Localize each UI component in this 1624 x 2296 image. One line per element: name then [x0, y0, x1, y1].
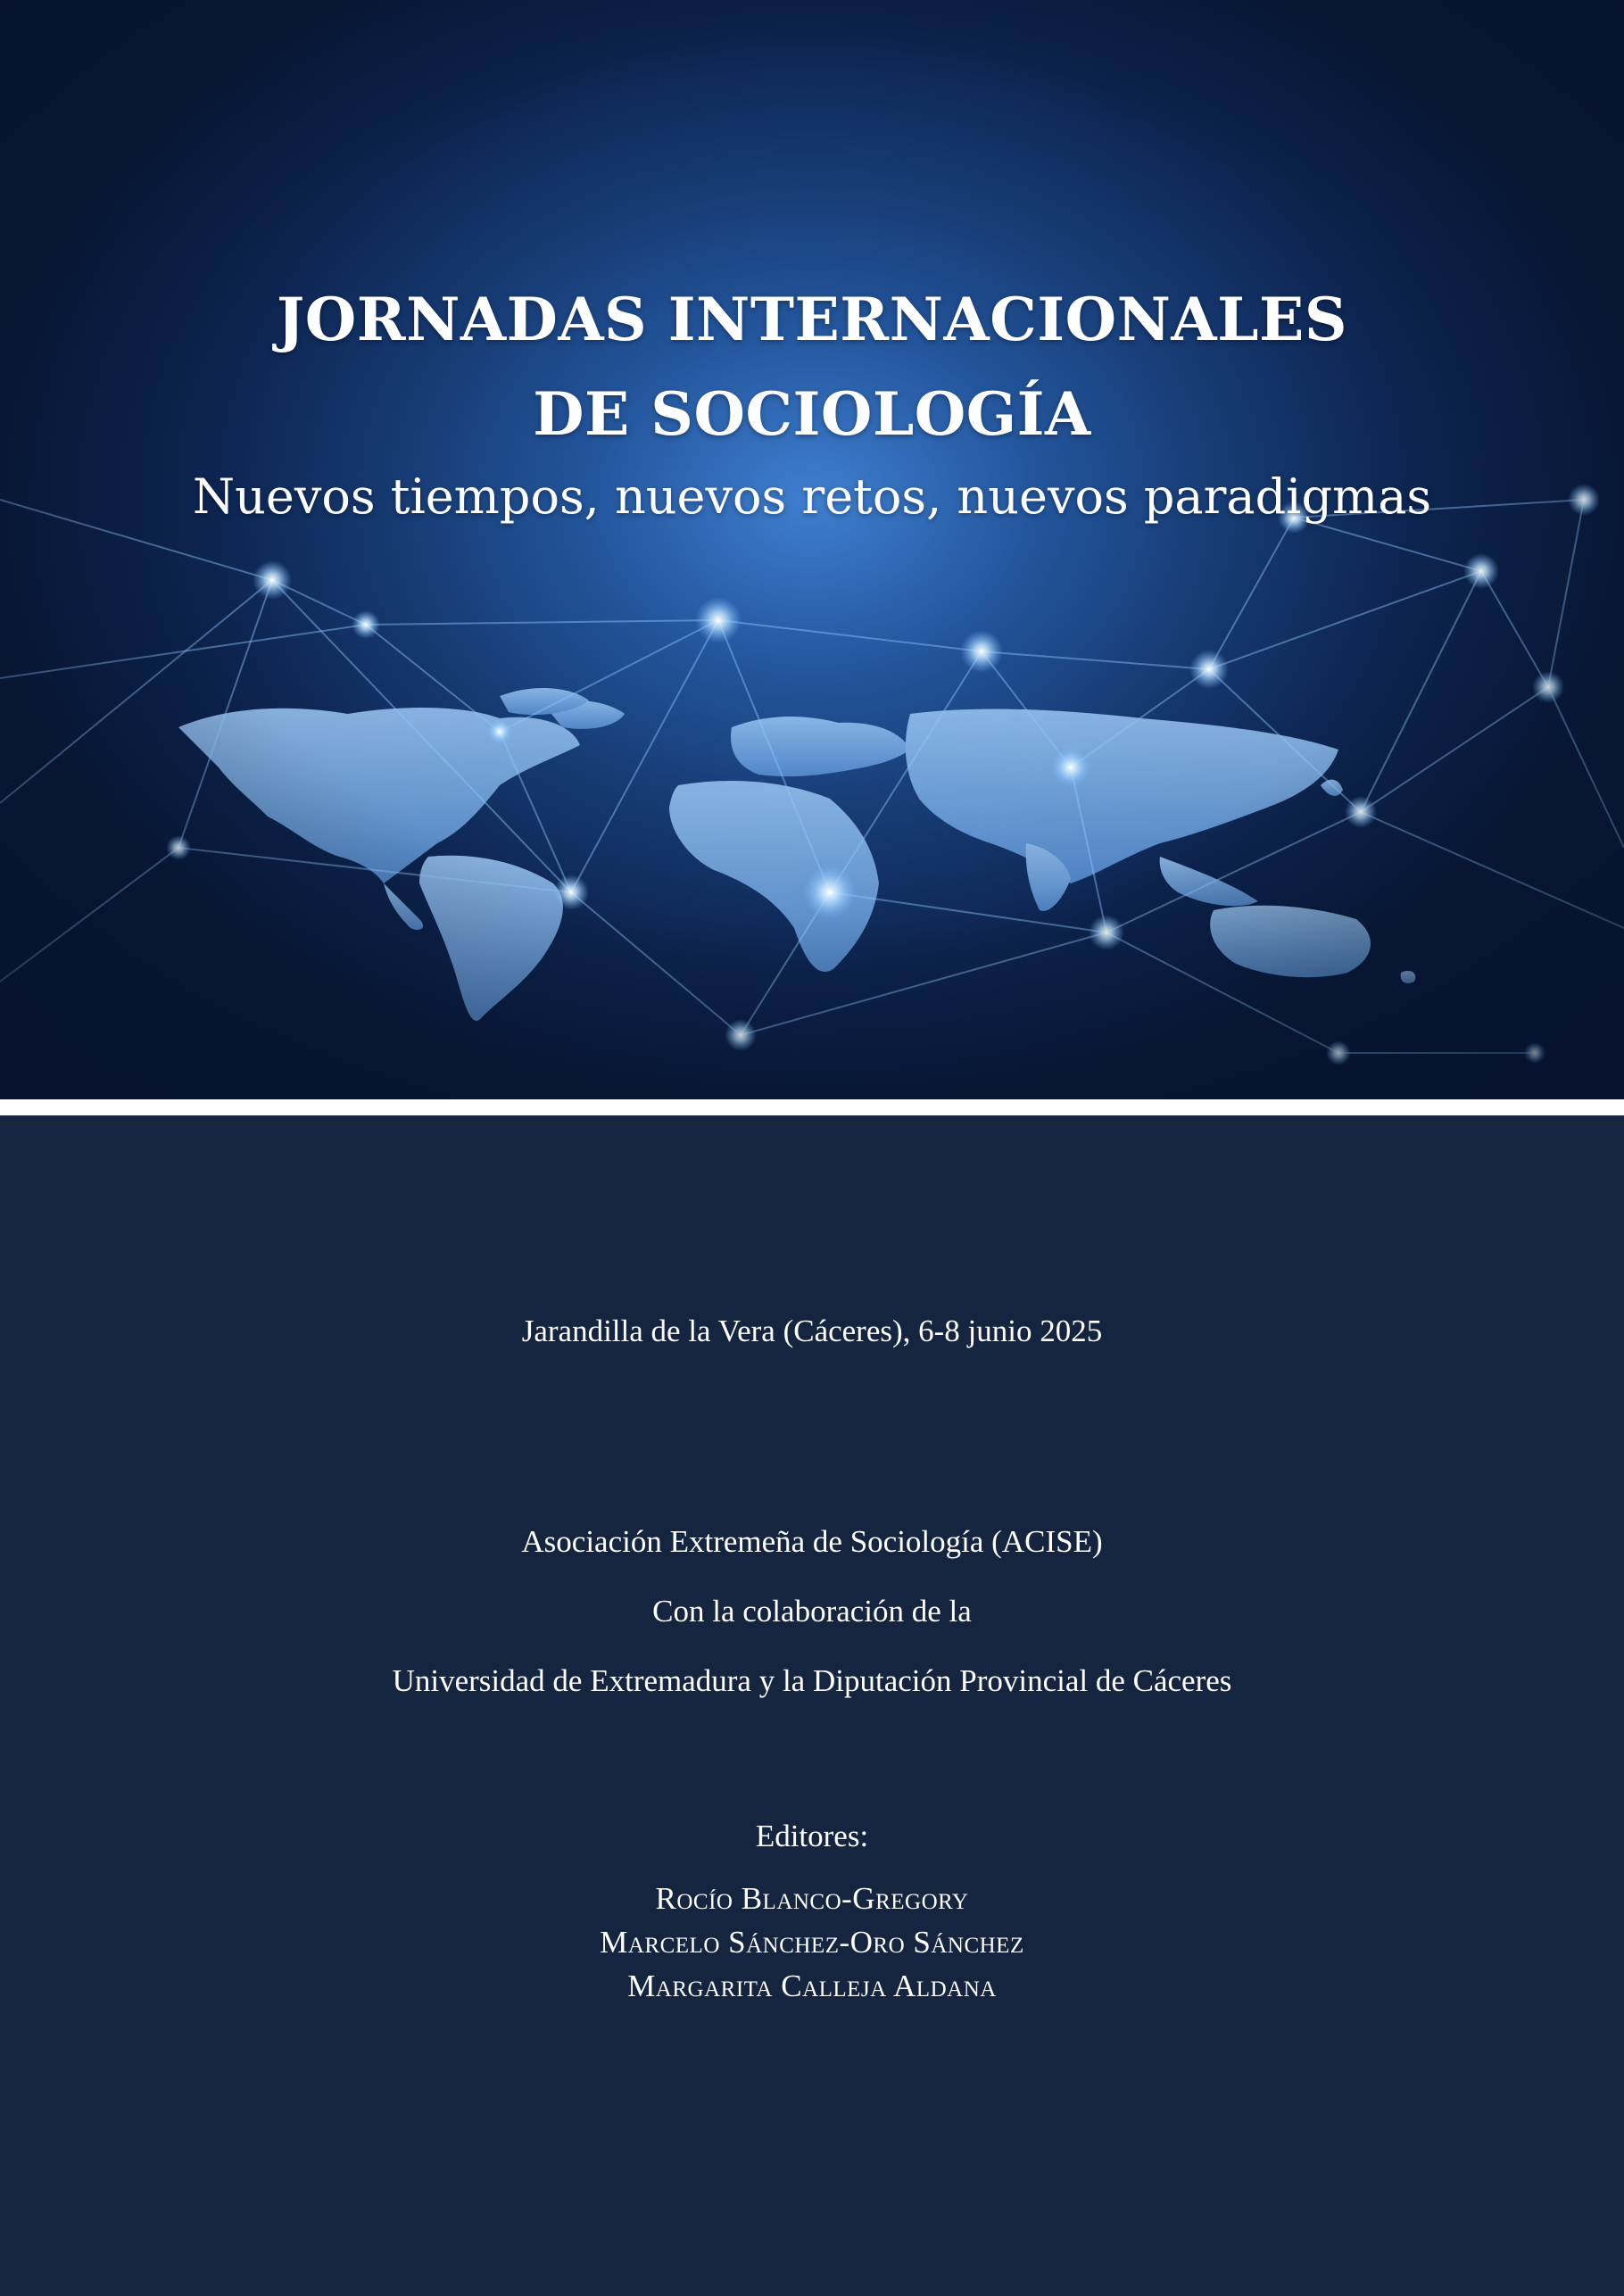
institutions-text: Universidad de Extremadura y la Diputación Provincial de Cáceres [392, 1663, 1232, 1698]
editor-name: Rocío Blanco-Gregory [655, 1881, 969, 1916]
world-map-network-icon [0, 0, 1624, 1099]
title-block [0, 272, 1624, 533]
title-line-1: JORNADAS INTERNACIONALES [277, 285, 1347, 354]
editors-label: Editores: [755, 1819, 869, 1853]
editor-name: Marcelo Sánchez-Oro Sánchez [600, 1925, 1024, 1960]
editor-name: Margarita Calleja Aldana [627, 1969, 997, 2003]
title-line-2: DE SOCIOLOGÍA [533, 379, 1091, 449]
white-divider [0, 1099, 1624, 1115]
collaboration-text: Con la colaboración de la [652, 1594, 972, 1629]
association-name: Asociación Extremeña de Sociología (ACISE) [521, 1524, 1103, 1559]
subtitle: Nuevos tiempos, nuevos retos, nuevos paradigmas [192, 468, 1432, 525]
event-place-date: Jarandilla de la Vera (Cáceres), 6-8 junio 2025 [521, 1314, 1103, 1348]
cover-lower-panel [0, 1115, 1624, 2296]
cover-illustration [0, 0, 1624, 1099]
